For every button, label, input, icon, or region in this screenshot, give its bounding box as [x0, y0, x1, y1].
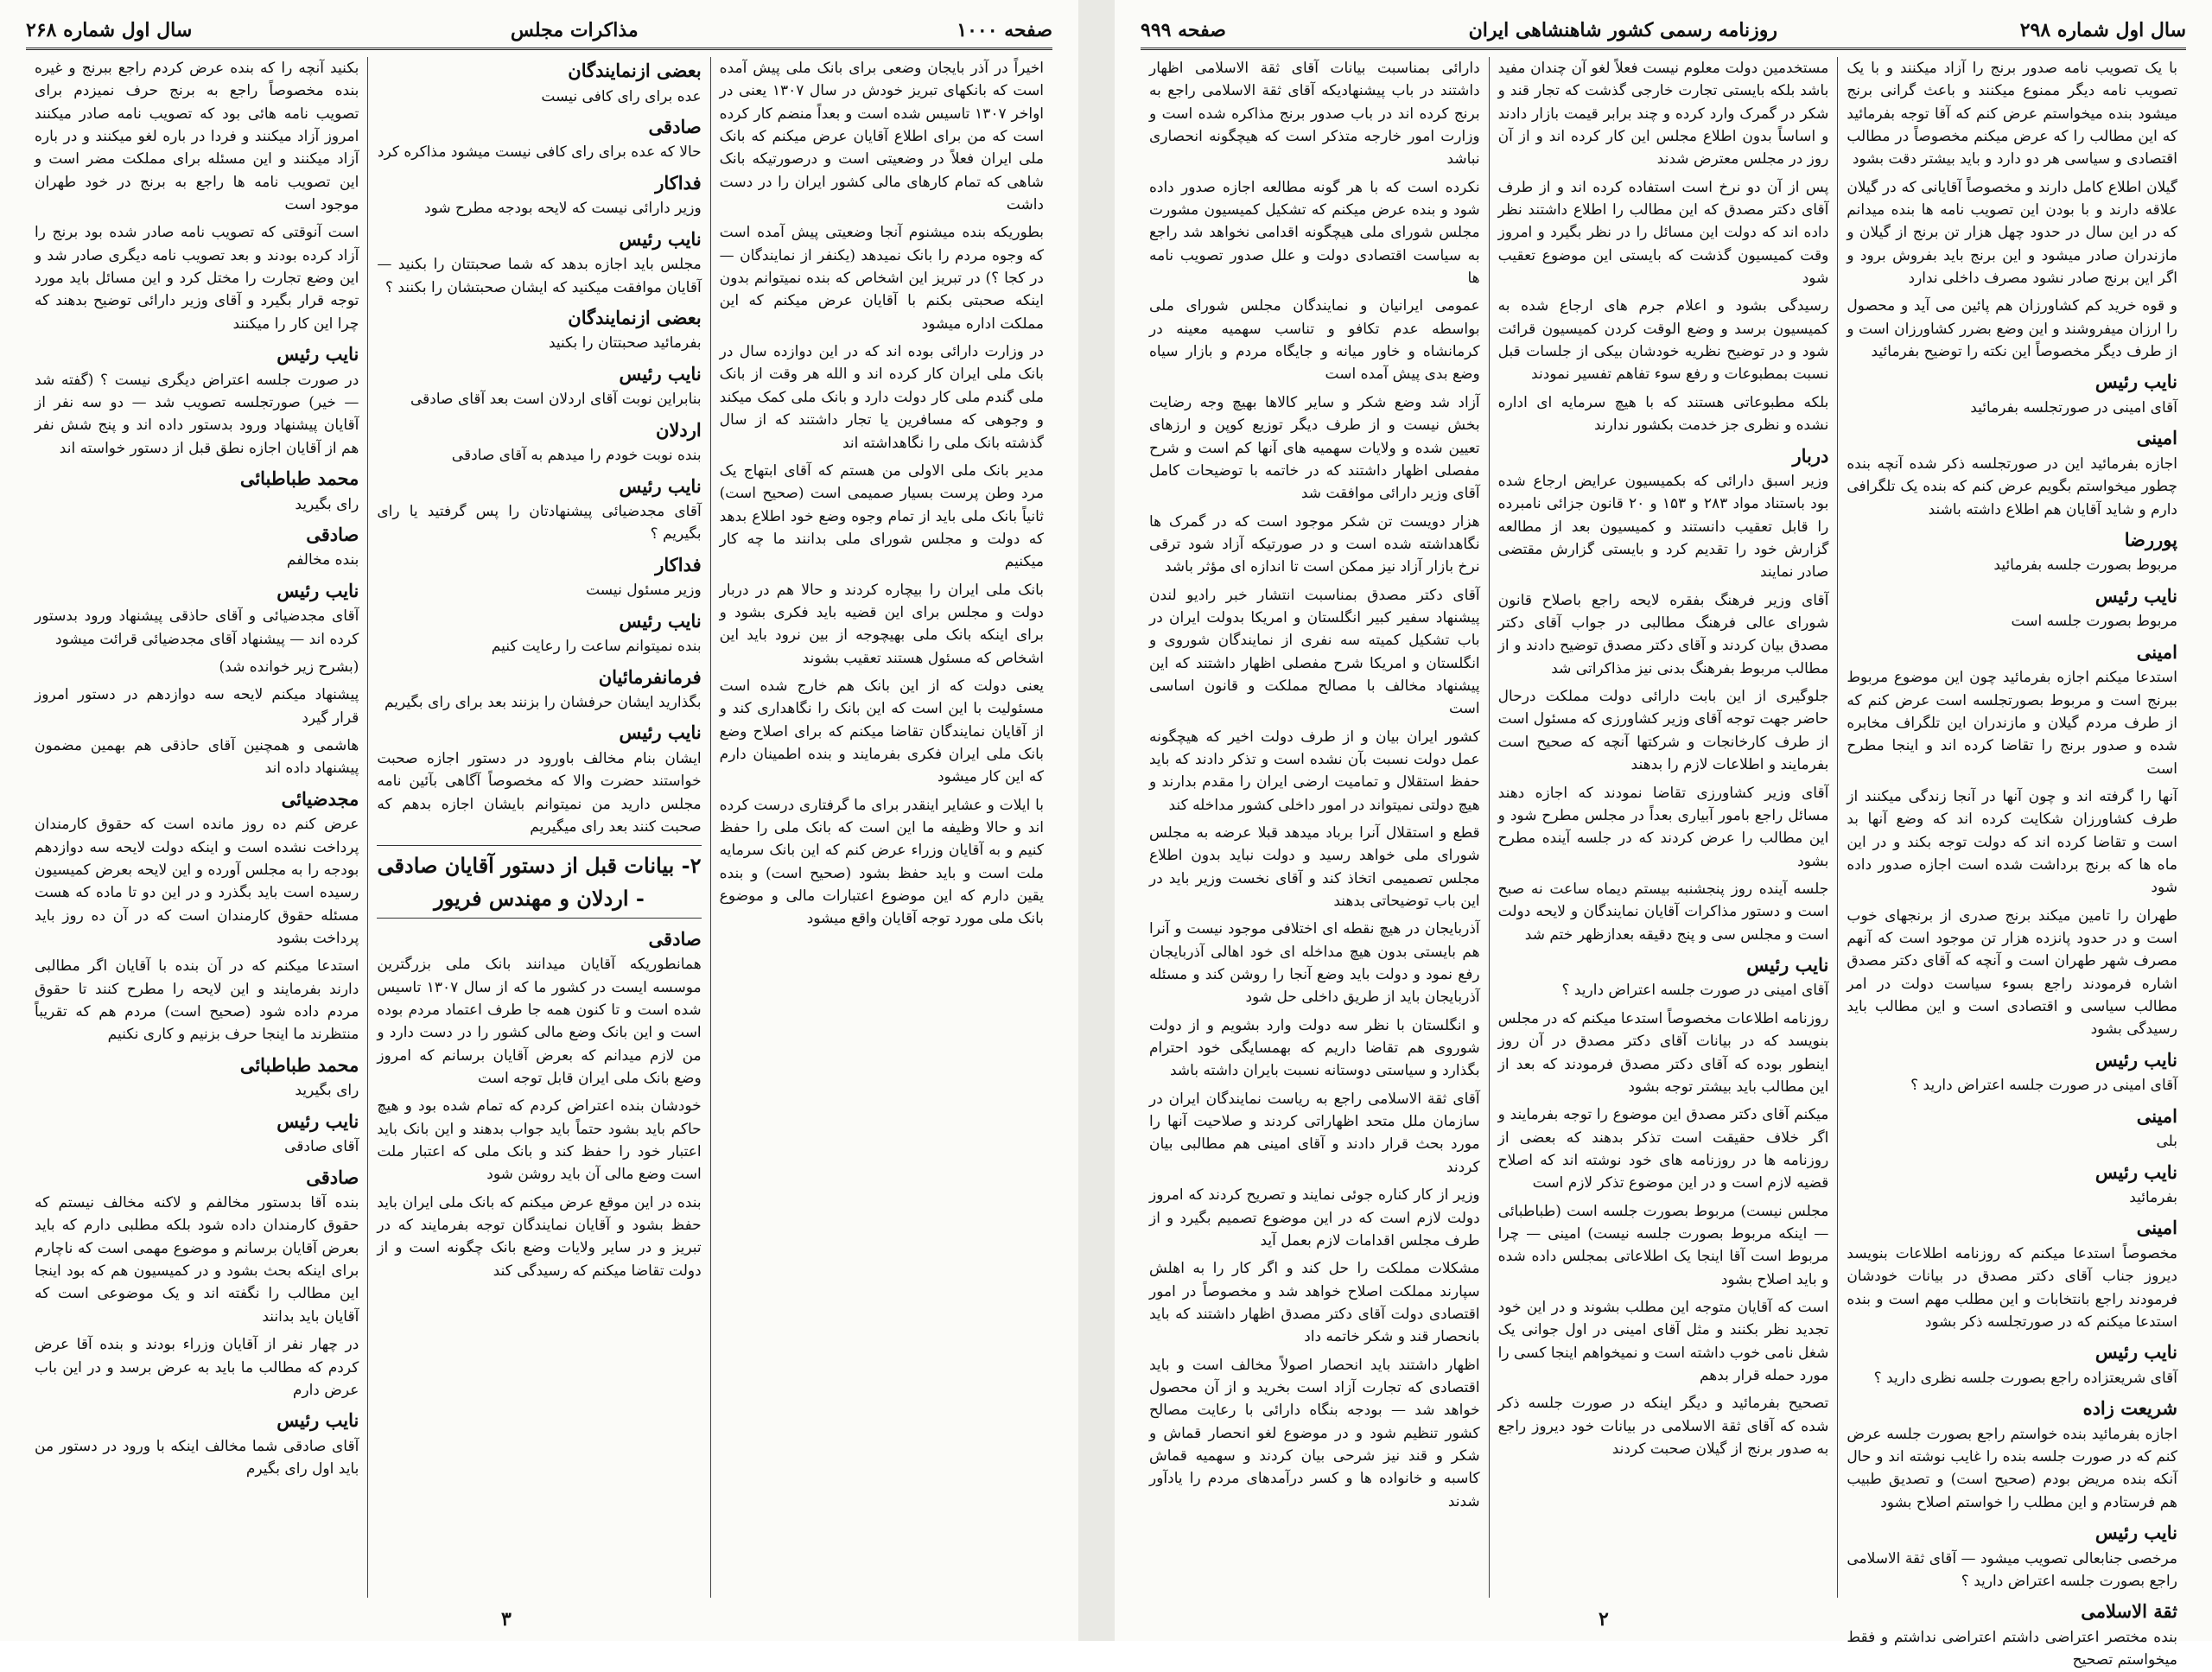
paragraph: وزیر اسبق دارائی که بکمیسیون عرایض ارجاع شده بود باستناد مواد ۲۸۳ و ۱۵۳ و ۲۰ قانون جزائی نامبرده را قابل تعقیب دانستند و کمیسیون بعد از مطالعه گزارش خود را تقدیم کرد و بایستی گزارش مقتضی صادر نمایند	[1497, 473, 1829, 582]
paragraph: آذربایجان در هیچ نقطه ای اختلافی موجود نیست و آنرا هم بایستی بدون هیچ مداخله ای خود اهالی آذربایجان رفع نمود و دولت باید وضع آنجا را روشن کند و مسئله آذربایجان باید از طریق داخلی حل شود	[1148, 920, 1480, 1007]
paragraph: است که آقایان متوجه این مطلب بشوند و در این خود تجدید نظر بکنند و مثل آقای امینی در اول جوانی یک شغل نامی خوب داشته است و نمیخواهم اینجا کسی را مورد حمله قرار بدهم	[1497, 1298, 1829, 1384]
paragraph: استدعا میکنم اجازه بفرمائید چون این موضوع مربوط ببرنج است و مربوط بصورتجلسه است عرض کنم که از طرف مردم گیلان و مازندران این تلگراف مخابره شده و صدور برنج را تقاضا کرده اند و اینجا مطرح است	[1847, 669, 2177, 778]
paragraph: مدیر بانک ملی الاولی من هستم که آقای ابتهاج یک مرد وطن پرست بسیار صمیمی است (صحیح است) ثانیاً بانک ملی باید از تمام وجوه وضع خود اطلاع بدهد که دولت و مجلس شورای ملی بدانند ما چه کار میکنیم	[719, 461, 1044, 571]
speaker-name: نایب رئیس	[619, 609, 702, 632]
right-page-number: ۲	[1599, 1608, 1609, 1631]
paragraph: پیشنهاد میکنم لایحه سه دوازدهم در دستور امروز قرار گیرد	[35, 686, 359, 727]
section-heading: ۲- بیانات قبل از دستور آقایان صادقی - اردلان و مهندس فریور	[377, 845, 701, 918]
paragraph: اخیراً در آذر بایجان وضعی برای بانک ملی پیش آمده است که بانکهای تبریز خودش در سال ۱۳۰۷ یعنی در اواخر ۱۳۰۷ تاسیس شده است و بعداً منضم کار کرده است که من برای اطلاع آقایان عرض میکنم که بانک ملی ایران فعلاً در وضعیتی است و درصورتیکه بانک شاهی که تمام کارهای مالی کشور ایران را در دست داشت	[719, 60, 1044, 214]
speaker-name: نایب رئیس	[2094, 584, 2177, 607]
paragraph: حالا که عده برای رای کافی نیست میشود مذاکره کرد	[377, 143, 702, 162]
paragraph: تصحیح بفرمائید و دیگر اینکه در صورت جلسه ذکر شده که آقای ثقة الاسلامی در بیانات خود دیروز راجع به صدور برنج از گیلان صحبت کردند	[1497, 1395, 1829, 1458]
paragraph: ایشان بنام مخالف باورود در دستور اجازه صحبت خواستند حضرت والا که مخصوصاً آگاهی بآئین نامه مجلس دارید من نمیتوانم بایشان اجازه بدهم که صحبت کنند بعد رای میگیریم	[377, 750, 702, 836]
paragraph: مشکلات مملکت را حل کند و اگر کار را به اهلش سپارند مملکت اصلاح خواهد شد و مخصوصاً در امور اقتصادی دولت آقای دکتر مصدق اظهار داشتند که باید بانحصار قند و شکر خاتمه داد	[1148, 1260, 1480, 1346]
paragraph: بنده مختصر اعتراضی داشتم اعتراضی نداشتم و فقط میخواستم تصحیح	[1847, 1628, 2177, 1669]
paragraph: آقای وزیر فرهنگ بفقره لایحه راجع باصلاح قانون شورای عالی فرهنگ مطالبی در جواب آقای دکتر مصدق بیان کردند و آقای دکتر مصدق توضیح دادند و از مطالب مربوط بفرهنگ بدنی نیز مذاکراتی شد	[1497, 591, 1829, 677]
speaker-name: نایب رئیس	[276, 1109, 359, 1132]
left-page-number: ۳	[501, 1608, 512, 1631]
paragraph: مخصوصاً استدعا میکنم که روزنامه اطلاعات بنویسد دیروز جناب آقای دکتر مصدق در بیانات خودشان فرمودند راجع بانتخابات و این مطلب مهم است و بنده استدعا میکنم که در صورتجلسه ذکر بشود	[1847, 1244, 2177, 1332]
paragraph: اظهار داشتند باید انحصار اصولاً مخالف است و باید اقتصادی که تجارت آزاد است بخرید و از آن محصول خواهد شد — بودجه بنگاه دارائی با رعایت مصالح کشور تنظیم شود و در موضوع لغو انحصار قماش و شکر و قند نیز شرحی بیان کردند و سهمیه قماش کاسبه و خانواده ها و کسر درآمدهای مردم را یادآور شدند	[1148, 1356, 1480, 1510]
speaker-name: امینی	[2136, 1217, 2177, 1239]
paragraph: استدعا میکنم که در آن بنده با آقایان اگر مطالبی دارند بفرمایند و این لایحه را مطرح کنند تا حقوق مردم داده شود (صحیح است) مردم هم که تقریباً منتظرند ما اینجا حرف بزنیم و کاری نکنیم	[35, 957, 359, 1044]
paragraph: هزار دویست تن شکر موجود است که در گمرک ها نگاهداشته شده است و در صورتیکه آزاد شود ترقی نرخ بازار آزاد نیز ممکن است تا اندازه ای مؤثر باشد	[1148, 512, 1480, 576]
paragraph: اجازه بفرمائید بنده خواستم راجع بصورت جلسه عرض کنم که در صورت جلسه بنده را غایب نوشته اند و حال آنکه بنده مریض بودم (صحیح است) و تصدیق طبیب هم فرستادم و این مطلب را خواستم اصلاح بشود	[1847, 1425, 2177, 1511]
paragraph: یعنی دولت که از این بانک هم خارج شده است مسئولیت با این است که این بانک را نگاهداری کند و از آقایان نمایندگان تقاضا میکنم که برای اصلاح وضع بانک ملی ایران فکری بفرمایند و بنده اطمینان دارم که این کار میشود	[719, 677, 1044, 786]
paragraph: مرخصی جنابعالی تصویب میشود — آقای ثقة الاسلامی راجع بصورت جلسه اعتراض دارید ؟	[1847, 1549, 2177, 1591]
paragraph: و قوه خرید کم کشاورزان هم پائین می آید و محصول را ارزان میفروشند و این وضع بضرر کشاورزان است و از طرف دیگر مخصوصاً این نکته را توضیح بفرمائید	[1847, 297, 2177, 361]
speaker-name: شریعت زاده	[2082, 1397, 2177, 1420]
paragraph: بگذارید ایشان حرفشان را بزنند بعد برای رای بگیریم	[384, 694, 702, 712]
paragraph: بلکه مطبوعاتی هستند که با هیچ سرمایه ای اداره نشده و نظری جز خدمت بکشور ندارند	[1497, 393, 1829, 435]
paragraph: وزیر از کار کناره جوئی نمایند و تصریح کردند که امروز دولت لازم است که در این موضوع تصمیم بگیرد و از طرف مجلس اقدامات لازم بعمل آید	[1148, 1186, 1480, 1249]
paragraph: رای بگیرید	[295, 495, 359, 513]
paragraph: آقای امینی در صورت جلسه اعتراض دارید ؟	[1561, 982, 1829, 1000]
speaker-name: صادقی	[306, 1166, 359, 1188]
paragraph: بنده آقا بدستور مخالفم و لاکنه مخالف نیستم که حقوق کارمندان داده شود بلکه مطلبی دارم که باید بعرض آقایان برسانم و موضوع مهمی است که ناچارم برای اینکه بحث بشود و در کمیسیون هم که بود اینجا این مطالب را نگفته اند و یک موضوعی است که آقایان باید بدانند	[35, 1194, 359, 1326]
paragraph: عرض کنم ده روز مانده است که حقوق کارمندان پرداخت نشده است و اینکه دولت لایحه سه دوازدهم بودجه را به مجلس آورده و این لایحه بعرض کمیسیون رسیده است باید بگذرد و در این دو تا ماده که هست مسئله حقوق کارمندان است که در آن ده روز باید پرداخت بشود	[35, 816, 359, 948]
paragraph: کشور ایران بیان و از طرف دولت اخیر که هیچگونه عمل دولت نسبت بآن نشده است و تذکر دادند که باید حفظ استقلال و تمامیت ارضی ایران را مقدم بدارند و هیچ دولتی نمیتواند در امور داخلی کشور مداخله کند	[1148, 728, 1480, 814]
paragraph: جلوگیری از این بابت دارائی دولت مملکت درحال حاضر جهت توجه آقای وزیر کشاورزی که مسئول است از طرف کارخانجات و شرکتها آنچه که صحیح است بفرمایند و اطلاعات لازم را بدهند	[1497, 688, 1829, 774]
article-column	[1837, 57, 2186, 1669]
paragraph: آزاد شد وضع شکر و سایر کالاها بهیچ وجه رضایت بخش نیست و از طرف دیگر توزیع کوپن و ارزهای تعیین شده و ولایات سهمیه های آنها کم است و شرح مفصلی اظهار داشتند که در خاتمه با توضیحات کامل آقای وزیر دارائی موافقت شد	[1148, 393, 1480, 503]
paragraph: آقای شریعتزاده راجع بصورت جلسه نظری دارید ؟	[1873, 1369, 2177, 1387]
right-page-section: روزنامه رسمی کشور شاهنشاهی ایران	[1468, 18, 1778, 41]
paragraph: وزیر دارائی نیست که لایحه بودجه مطرح شود	[424, 200, 702, 218]
speaker-name: ثقة الاسلامی	[2081, 1600, 2177, 1623]
speaker-name: امینی	[2136, 640, 2177, 663]
speaker-name: محمد طباطبائی	[239, 1053, 359, 1076]
paragraph: نکرده است که با هر گونه مطالعه اجازه صدور داده شود و بنده عرض میکنم که تشکیل کمیسیون مشورت مجلس شورای ملی هیچگونه اقدامی نخواهد شد راجع به سیاست اقتصادی دولت و علل صدور تصویب نامه ها	[1148, 178, 1480, 288]
paragraph: عده برای رای کافی نیست	[541, 87, 702, 105]
paragraph: بنده نمیتوانم ساعت را رعایت کنیم	[491, 638, 702, 656]
speaker-name: نایب رئیس	[1746, 953, 1829, 976]
speaker-name: نایب رئیس	[619, 722, 702, 744]
paragraph: (بشرح زیر خوانده شد)	[219, 658, 359, 677]
speaker-name: امینی	[2136, 427, 2177, 449]
paragraph: آنها را گرفته اند و چون آنها در آنجا زندگی میکنند از طرف کشاورزان شکایت کرده اند که وضع آنها بد است و تقاضا کرده اند که دولت توجه بکند و در این ماه ها که برنج برداشت شده است اجازه صدور داده شود	[1847, 787, 2177, 897]
paragraph: بنده مخالفم	[286, 551, 359, 569]
paragraph: مجلس باید اجازه بدهد که شما صحبتتان را بکنید — آقایان موافقت میکنید که ایشان صحبتشان را بکنند ؟	[377, 256, 702, 296]
right-newspaper-page	[1115, 0, 2212, 1669]
paragraph: آقای صادقی شما مخالف اینکه با ورود در دستور من باید اول رای بگیرم	[35, 1437, 359, 1478]
paragraph: گیلان اطلاع کامل دارند و مخصوصاً آقایانی که در گیلان علاقه دارند و با بودن این تصویب نامه ها بنده میدانم که در این سال در حدود چهل هزار تن برنج از گیلان و مازندران صادر میشود و این برنج باید بفروش برود و اگر این برنج صادر نشود مصرف داخلی ندارد	[1847, 178, 2177, 288]
paragraph: بنابراین نوبت آقای اردلان است بعد آقای صادقی	[410, 391, 702, 409]
speaker-name: مجدضیائی	[281, 787, 359, 810]
paragraph: قطع و استقلال آنرا برباد میدهد قبلا عرضه به مجلس شورای ملی خواهد رسید و دولت نباید بدون اطلاع مجلس تصمیمی اتخاذ کند و آقای نخست وزیر باید در این باب توضیحاتی بدهند	[1148, 824, 1480, 911]
speaker-name: بعضی ازنمایندگان	[568, 306, 702, 328]
paragraph: عمومی ایرانیان و نمایندگان مجلس شورای ملی بواسطه عدم تکافو و تناسب سهمیه معینه در کرمانشاه و خاور میانه و جایگاه مردم و بازار سیاه وضع بدی پیش آمده است	[1148, 297, 1480, 384]
right-page-label: صفحه ۹۹۹	[1141, 18, 1226, 41]
paragraph: است آنوقتی که تصویب نامه صادر شده بود برنج را آزاد کرده بودند و بعد تصویب نامه دیگری صادر شد و این وضع تجارت را مختل کرد و این مسائل باید مورد توجه قرار بگیرد و آقای وزیر دارائی توضیح بدهند که چرا این کار را میکنند	[35, 224, 359, 333]
left-page-header	[26, 12, 1052, 50]
article-column	[710, 57, 1052, 1598]
paragraph: آقای دکتر مصدق بمناسبت انتشار خبر رادیو لندن پیشنهاد سفیر کبیر انگلستان و امریکا بدولت ایران در باب تشکیل کمیته سه نفری از نمایندگان شوروی و انگلستان و امریکا شرح مفصلی اظهار داشتند که این پیشنهاد مخالف با مصالح مملکت و قانون اساسی است	[1148, 586, 1480, 718]
speaker-name: صادقی	[648, 115, 702, 137]
left-page-columns	[26, 57, 1052, 1598]
paragraph: با ایلات و عشایر اینقدر برای ما گرفتاری درست کرده اند و حالا وظیفه ما این است که بانک ملی را حفظ کنیم و به آقایان وزراء عرض کنم که این بانک سرمایه ملت است و باید حفظ بشود (صحیح است) و بنده یقین دارم که این موضوع اعتبارات مالی و موضوع بانک ملی مورد توجه آقایان واقع میشود	[719, 796, 1044, 928]
paragraph: رای بگیرید	[295, 1082, 359, 1100]
paragraph: بفرمائید صحبتتان را بکنید	[548, 334, 702, 353]
right-page-issue: سال اول شماره ۲۹۸	[2019, 18, 2186, 41]
paragraph: هاشمی و همچنین آقای حاذقی هم بهمین مضمون پیشنهاد داده اند	[35, 737, 359, 778]
speaker-name: اردلان	[655, 418, 702, 441]
paragraph: خودشان بنده اعتراض کردم که تمام شده بود و هیچ حاکم باید بشود حتماً باید جواب بدهند و این بانک باید اعتبار خود را حفظ کند و بانک ملی که اعتبار ملت است وضع مالی آن باید روشن شود	[377, 1097, 702, 1184]
speaker-name: صادقی	[306, 523, 359, 545]
right-page-columns	[1141, 57, 2186, 1669]
speaker-name: نایب رئیس	[2094, 1341, 2177, 1364]
speaker-name: فداکار	[655, 553, 702, 575]
paragraph: بلی	[2156, 1133, 2177, 1151]
paragraph: مستخدمین دولت معلوم نیست فعلاً لغو آن چندان مفید باشد بلکه بایستی تجارت خارجی گذشت که تجار قند و شکر در گمرک وارد کرده و چند برابر قیمت بازار دادند و اساساً بدون اطلاع مجلس این کار کرده اند و از آن روز در مجلس معترض شدند	[1497, 60, 1829, 168]
paragraph: در وزارت دارائی بوده اند که در این دوازده سال در بانک ملی ایران کار کرده اند و الله هر وقت از بانک ملی گندم ملی کار دولت دارد و بانک ملی کمک میکند و وجوهی که مسافرین یا تجار داشتند که از سال گذشته بانک ملی را نگاهداشته اند	[719, 343, 1044, 452]
left-page-issue: سال اول شماره ۲۶۸	[26, 18, 193, 41]
paragraph: و انگلستان با نظر سه دولت وارد بشویم و از دولت شوروی هم تقاضا داریم که بهمسایگی خود احترام بگذارد و سیاستی دوستانه نسبت بایران داشته باشد	[1148, 1016, 1480, 1080]
paragraph: آقای امینی در صورتجلسه بفرمائید	[1970, 399, 2177, 417]
paragraph: میکنم آقای دکتر مصدق این موضوع را توجه بفرمایند و اگر خلاف حقیقت است تذکر بدهند که بعضی از روزنامه ها در روزنامه های خود نوشته اند که اصلاح قضیه لازم است و در این موضوع تذکر لازم است	[1497, 1106, 1829, 1192]
paragraph: همانطوریکه آقایان میدانند بانک ملی بزرگترین موسسه ایست در کشور ما که از سال ۱۳۰۷ تاسیس شده است و تا کنون همه جا طرف اعتماد مردم بوده است و این بانک وضع مالی کشور را در دست دارد و من لازم میدانم که بعرض آقایان برسانم که امروز وضع بانک ملی ایران قابل توجه است	[377, 956, 702, 1088]
speaker-name: نایب رئیس	[2094, 1522, 2177, 1544]
speaker-name: بعضی ازنمایندگان	[568, 60, 702, 81]
paragraph: روزنامه اطلاعات مخصوصاً استدعا میکنم که در مجلس بنویسد که در بیانات آقای دکتر مصدق در آن روز اینطور بوده که آقای دکتر مصدق فرمودند که بعد از این مطالب باید بیشتر توجه بشود	[1497, 1009, 1829, 1096]
article-column	[26, 57, 367, 1598]
article-column	[1489, 57, 1838, 1598]
paragraph: در صورت جلسه اعتراض دیگری نیست ؟ (گفته شد — خیر) صورتجلسه تصویب شد — دو سه نفر از آقایان پیشنهاد ورود بدستور داده اند و پنج شش نفر هم از آقایان اجازه نطق قبل از دستور خواسته اند	[35, 371, 359, 457]
paragraph: بفرمائید	[2129, 1189, 2177, 1207]
paragraph: پس از آن دو نرخ است استفاده کرده اند و از طرف آقای دکتر مصدق که این مطالب را اطلاع داشتند نظر داده اند که دولت این مسائل را در نظر بگیرد و امروز وقت کمیسیون گذشت که بایستی این موضوع تعقیب شود	[1497, 178, 1829, 288]
speaker-name: فداکار	[655, 171, 702, 194]
paragraph: رسیدگی بشود و اعلام جرم های ارجاع شده به کمیسیون برسد و وضع الوقت کردن کمیسیون قرائت شود و در توضیح نظریه خودشان بیکی از جلسات قبل نسبت بمطبوعات و رفع سوء تفاهم تفسیر نمودند	[1497, 297, 1829, 384]
paragraph: آقای وزیر کشاورزی تقاضا نمودند که اجازه دهند مسائل راجع بامور آبیاری بعداً در مجلس مطرح شود و این مطالب را عرض کردند که در جلسه آینده مطرح بشود	[1497, 784, 1829, 870]
paragraph: با یک تصویب نامه صدور برنج را آزاد میکنند و با یک تصویب نامه دیگر ممنوع میکنند و باعث گرانی برنج میشود بنده میخواستم عرض کنم که آقا توجه بفرمائید که این مطالب را که عرض میکنم مخصوصاً در مطالب اقتصادی و سیاسی هر دو دارد و باید بیشتر دقت بشود	[1847, 60, 2177, 168]
speaker-name: صادقی	[648, 927, 702, 950]
paragraph: جلسه آینده روز پنجشنبه بیستم دیماه ساعت نه صبح است و دستور مذاکرات آقایان نمایندگان و لایحه دولت است و مجلس سی و پنج دقیقه بعدازظهر ختم شد	[1497, 880, 1829, 944]
speaker-name: نایب رئیس	[2094, 1160, 2177, 1183]
article-column	[367, 57, 709, 1598]
speaker-name: امینی	[2136, 1104, 2177, 1127]
right-page-header	[1141, 12, 2186, 50]
speaker-name: نایب رئیس	[619, 362, 702, 385]
paragraph: بطوریکه بنده میشنوم آنجا وضعیتی پیش آمده است که وجوه مردم را بانک نمیدهد (یکنفر از نمایندگان — در کجا ؟) در تبریز این اشخاص که بنده نمیتوانم بدون اینکه صحبتی بکنم با آقایان عرض میکنم که این مملکت اداره میشود	[719, 224, 1044, 333]
left-page-label: صفحه ۱۰۰۰	[957, 18, 1052, 41]
paragraph: بنده نوبت خودم را میدهم به آقای صادقی	[451, 447, 702, 465]
paragraph: آقای ثقة الاسلامی راجع به ریاست نمایندگان ایران در سازمان ملل متحد اظهاراتی کردند و صلاحیت آنها را مورد بحث قرار دادند و آقای امینی هم مطالبی بیان کردند	[1148, 1090, 1480, 1176]
paragraph: بکنید آنچه را که بنده عرض کردم راجع ببرنج و غیره بنده مخصوصاً راجع به برنج حرف نمیزدم برای تصویب نامه هائی بود که تصویب نامه صادر میکنند امروز آزاد میکنند و فردا در باره لغو میکنند و در باره آزاد میکنند و این مسئله برای مملکت مضر است و این تصویب نامه ها راجع به برنج در خود طهران موجود است	[35, 60, 359, 214]
speaker-name: فرمانفرمائیان	[598, 665, 702, 688]
speaker-name: محمد طباطبائی	[239, 467, 359, 490]
left-page-section: مذاکرات مجلس	[510, 18, 639, 41]
paragraph: در چهار نفر از آقایان وزراء بودند و بنده آقا عرض کردم که مطالب ما باید به عرض برسد و در این باب عرض دارم	[35, 1336, 359, 1399]
speaker-name: نایب رئیس	[619, 227, 702, 250]
left-newspaper-page	[0, 0, 1078, 1641]
paragraph: آقای مجدضیائی پیشنهادتان را پس گرفتید یا رای بگیریم ؟	[377, 503, 702, 544]
paragraph: آقای مجدضیائی و آقای حاذقی پیشنهاد ورود بدستور کرده اند — پیشنهاد آقای مجدضیائی قرائت میشود	[35, 607, 359, 648]
speaker-name: پوررضا	[2124, 528, 2177, 550]
article-column	[1141, 57, 1489, 1598]
speaker-name: نایب رئیس	[276, 1409, 359, 1432]
paragraph: طهران را تامین میکند برنج صدری از برنجهای خوب است و در حدود پانزده هزار تن موجود است که آنهم مصرف شهر طهران است و آنچه که آقای دکتر مصدق اشاره فرمودند راجع بسوء سیاست دولت در امر مطالب سیاسی و اقتصادی است و این مطالب باید رسیدگی بشود	[1847, 906, 2177, 1039]
paragraph: آقای امینی در صورت جلسه اعتراض دارید ؟	[1910, 1077, 2177, 1095]
paragraph: وزیر مسئول نیست	[586, 582, 702, 600]
speaker-name: نایب رئیس	[619, 474, 702, 497]
paragraph: بنده در این موقع عرض میکنم که بانک ملی ایران باید حفظ بشود و آقایان نمایندگان توجه بفرمایند که در تبریز و در سایر ولایات وضع بانک چگونه است و از دولت تقاضا میکنم که رسیدگی کند	[377, 1193, 702, 1280]
speaker-name: نایب رئیس	[276, 343, 359, 366]
speaker-name: نایب رئیس	[2094, 1048, 2177, 1071]
paragraph: مربوط بصورت جلسه است	[2011, 613, 2177, 631]
paragraph: دارائی بمناسبت بیانات آقای ثقة الاسلامی اظهار داشتند در باب پیشنهادیکه آقای ثقة الاسلامی راجع به برنج کرده اند در باب صدور برنج مذاکره شده است و وزارت امور خارجه متذکر است که هیچگونه انحصاری نباشد	[1148, 60, 1480, 168]
paragraph: اجازه بفرمائید این در صورتجلسه ذکر شده آنچه بنده چطور میخواستم بگویم عرض کنم که بنده یک تلگرافی دارم و شاید آقایان هم اطلاع داشته باشند	[1847, 455, 2177, 518]
speaker-name: نایب رئیس	[2094, 371, 2177, 393]
paragraph: بانک ملی ایران را بیچاره کردند و حالا هم در دربار دولت و مجلس برای این قضیه باید فکری بشود و برای اینکه بانک ملی بهیچوجه از بین نرود باید این اشخاص که مسئول هستند تعقیب بشوند	[719, 581, 1044, 667]
paragraph: آقای صادقی	[284, 1138, 359, 1156]
page-gutter	[1078, 0, 1115, 1641]
speaker-name: نایب رئیس	[276, 579, 359, 601]
paragraph: مربوط بصورت جلسه بفرمائید	[1993, 556, 2177, 575]
speaker-name: دربار	[1792, 444, 1829, 467]
paragraph: مجلس نیست) مربوط بصورت جلسه است (طباطبائی — اینکه مربوط بصورت جلسه نیست) امینی — چرا مربوط است آقا اینجا یک اطلاعاتی بمجلس داده شده و باید اصلاح بشود	[1497, 1202, 1829, 1288]
